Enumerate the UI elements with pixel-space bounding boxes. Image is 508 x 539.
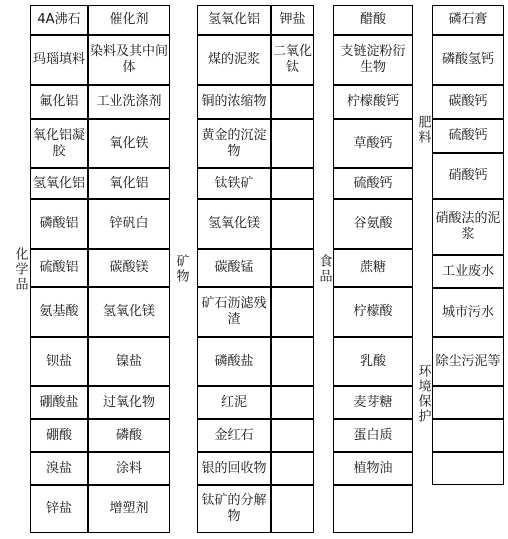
section-label-fertilizer: 肥料	[415, 115, 431, 145]
cell-text: 钾盐	[279, 12, 306, 27]
table-cell	[432, 153, 504, 199]
table-cell	[432, 386, 504, 419]
table-cell	[197, 85, 271, 119]
cell-text: 磷酸铝	[39, 216, 79, 231]
cell-text: 磷石膏	[448, 12, 488, 27]
cell-text: 氢氧化镁	[102, 304, 155, 319]
cell-text: 银的回收物	[201, 460, 267, 476]
cell-text: 溴盐	[45, 460, 72, 476]
cell-text: 工业洗涤剂	[96, 94, 162, 109]
cell-text: 锌矾白	[109, 216, 149, 231]
table-cell	[271, 386, 314, 419]
cell-text: 草酸钙	[353, 135, 393, 151]
table-cell	[333, 85, 413, 119]
table-cell	[271, 119, 314, 168]
cell-text: 过氧化物	[102, 394, 155, 410]
table-cell	[432, 337, 504, 386]
table-cell	[271, 452, 314, 485]
table-cell	[30, 119, 88, 168]
table-cell	[88, 199, 170, 249]
table-cell	[333, 386, 413, 419]
cell-text: 硫酸钙	[353, 175, 393, 191]
cell-text: 增塑剂	[109, 501, 149, 516]
cell-text: 碳酸锰	[214, 260, 254, 275]
cell-text: 氟化铝	[39, 94, 79, 109]
table-cell	[30, 419, 88, 452]
table-cell	[88, 485, 170, 533]
table-cell	[333, 168, 413, 199]
cell-text: 催化剂	[109, 12, 149, 27]
cell-text: 碳酸镁	[109, 260, 149, 275]
table-cell	[88, 337, 170, 386]
table-cell	[197, 249, 271, 287]
table-cell	[197, 119, 271, 168]
table-cell	[432, 5, 504, 35]
table-cell	[30, 287, 88, 337]
table-cell	[333, 5, 413, 35]
table-cell	[197, 485, 271, 533]
cell-text: 磷酸氢钙	[441, 52, 494, 67]
cell-text: 除尘污泥等	[435, 353, 501, 369]
cell-text: 硫酸铝	[39, 260, 79, 275]
section-label-chemicals: 化学品	[12, 246, 28, 292]
cell-text: 城市污水	[441, 304, 494, 320]
cell-text: 煤的泥浆	[207, 52, 260, 67]
table-cell	[432, 119, 504, 153]
table-cell	[333, 287, 413, 337]
cell-text: 硝酸法的泥浆	[435, 211, 501, 242]
table-cell	[271, 419, 314, 452]
table-cell	[30, 5, 88, 35]
cell-text: 硫酸钙	[448, 128, 488, 143]
cell-text: 镍盐	[115, 353, 142, 369]
table-cell	[333, 119, 413, 168]
table-cell	[197, 419, 271, 452]
cell-text: 铜的浓缩物	[201, 94, 267, 109]
cell-text: 磷酸盐	[214, 353, 254, 369]
cell-text: 谷氨酸	[353, 216, 393, 231]
table-cell	[30, 199, 88, 249]
section-label-environment: 环境保护	[415, 364, 431, 424]
table-cell	[271, 85, 314, 119]
table-cell	[197, 452, 271, 485]
cell-text: 硼酸	[45, 427, 72, 443]
table-cell	[88, 119, 170, 168]
table-cell	[88, 386, 170, 419]
cell-text: 钛矿的分解物	[201, 493, 267, 524]
table-cell	[432, 85, 504, 119]
cell-text: 钛铁矿	[214, 175, 254, 191]
table-cell	[88, 287, 170, 337]
table-cell	[30, 249, 88, 287]
cell-text: 磷酸	[115, 427, 142, 443]
cell-text: 氨基酸	[39, 304, 79, 319]
table-cell	[197, 386, 271, 419]
table-cell	[432, 35, 504, 85]
table-cell	[271, 249, 314, 287]
table-cell	[271, 5, 314, 35]
cell-text: 蛋白质	[353, 427, 393, 443]
table-cell	[88, 249, 170, 287]
cell-text: 4A沸石	[37, 12, 81, 27]
cell-text: 乳酸	[359, 353, 386, 369]
table-cell	[333, 249, 413, 287]
cell-text: 锌盐	[45, 501, 72, 516]
table-cell	[333, 199, 413, 249]
cell-text: 碳酸钙	[448, 94, 488, 109]
cell-text: 钡盐	[45, 353, 72, 369]
cell-text: 工业废水	[441, 263, 494, 279]
table-cell	[271, 287, 314, 337]
table-cell	[271, 168, 314, 199]
cell-text: 氢氧化铝	[207, 12, 260, 27]
cell-text: 矿石沥滤残渣	[201, 296, 267, 327]
cell-text: 金红石	[214, 427, 254, 443]
table-cell	[271, 337, 314, 386]
cell-text: 植物油	[353, 460, 393, 476]
table-cell	[30, 485, 88, 533]
cell-text: 黄金的沉淀物	[201, 127, 267, 159]
table-cell	[30, 337, 88, 386]
cell-text: 醋酸	[359, 12, 386, 27]
cell-text: 氢氧化镁	[207, 216, 260, 231]
cell-text: 硝酸钙	[448, 168, 488, 183]
table-cell	[333, 419, 413, 452]
section-label-food: 食品	[316, 254, 332, 284]
cell-text: 氢氧化铝	[32, 175, 85, 191]
cell-text: 硼酸盐	[39, 394, 79, 410]
table-cell	[197, 287, 271, 337]
table-cell	[30, 386, 88, 419]
table-cell	[432, 288, 504, 337]
table-cell	[30, 452, 88, 485]
table-cell	[197, 168, 271, 199]
cell-text: 红泥	[220, 394, 247, 410]
section-label-minerals: 矿物	[173, 254, 189, 284]
table-cell	[333, 485, 413, 533]
cell-text: 柠檬酸钙	[346, 94, 399, 109]
cell-text: 氧化铝	[109, 175, 149, 191]
table-cell	[432, 255, 504, 288]
table-cell	[271, 199, 314, 249]
table-cell	[197, 35, 271, 85]
table-cell	[271, 35, 314, 85]
table-cell	[333, 35, 413, 85]
table-cell	[197, 199, 271, 249]
cell-text: 染料及其中间体	[90, 44, 169, 75]
table-cell	[30, 168, 88, 199]
table-cell	[88, 452, 170, 485]
table-cell	[88, 5, 170, 35]
table-cell	[30, 85, 88, 119]
cell-text: 蔗糖	[359, 260, 386, 275]
table-cell	[333, 452, 413, 485]
cell-text: 玛瑙填料	[32, 52, 85, 67]
cell-text: 柠檬酸	[353, 304, 393, 319]
table-cell	[432, 419, 504, 452]
table-cell	[88, 168, 170, 199]
table-cell	[432, 199, 504, 255]
cell-text: 二氧化钛	[273, 44, 313, 75]
table-cell	[197, 337, 271, 386]
cell-text: 氧化铁	[109, 135, 149, 151]
cell-text: 支链淀粉衍生物	[340, 44, 406, 75]
table-cell	[30, 35, 88, 85]
table-cell	[197, 5, 271, 35]
table-cell	[88, 35, 170, 85]
table-cell	[333, 337, 413, 386]
cell-text: 氧化铝凝胶	[32, 127, 85, 159]
table-cell	[88, 85, 170, 119]
cell-text: 麦芽糖	[353, 394, 393, 410]
table-cell	[271, 485, 314, 533]
table-cell	[88, 419, 170, 452]
cell-text: 涂料	[115, 460, 142, 476]
table-cell	[432, 452, 504, 485]
